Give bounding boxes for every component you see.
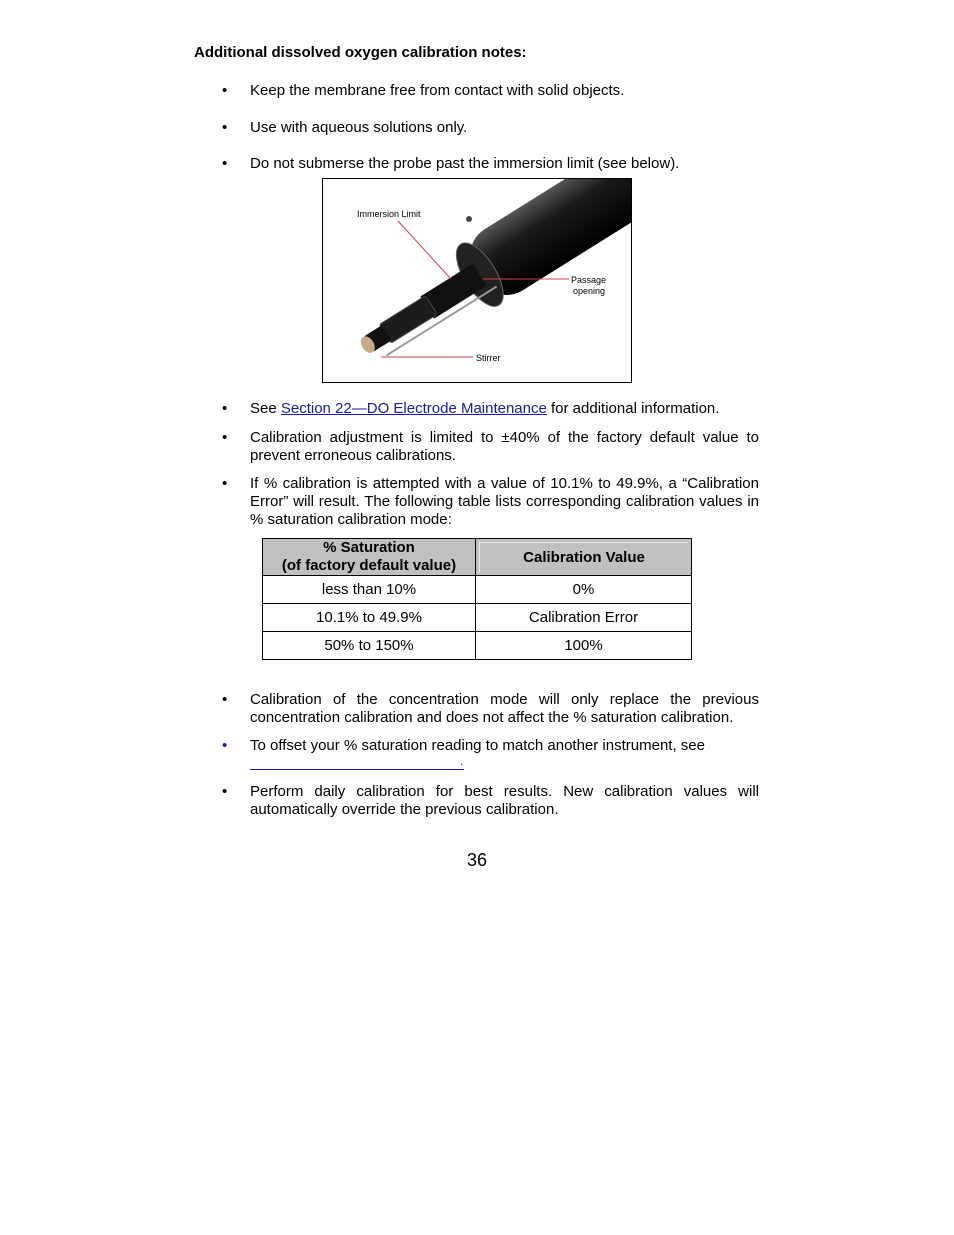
cell-saturation: less than 10% <box>263 576 476 604</box>
note-limit: Calibration adjustment is limited to ±40% of the factory default value to prevent erroneous calibrations. <box>250 429 759 464</box>
label-opening: opening <box>573 286 606 296</box>
see-prefix: See <box>250 400 281 417</box>
bullet-marker: • <box>222 737 228 754</box>
note-see-section <box>250 400 759 418</box>
see-suffix: for additional information. <box>546 400 720 417</box>
note-error: If % calibration is attempted with a value of 10.1% to 49.9%, a “Calibration Error” will result. The following table lists corresponding calibration values in % saturation calibration mode: <box>250 475 759 528</box>
note-membrane: Keep the membrane free from contact with solid objects. <box>250 82 625 99</box>
label-stirrer: Stirrer <box>476 353 501 363</box>
bullet-marker: • <box>222 783 228 800</box>
table-row <box>263 632 692 660</box>
bullet-marker: • <box>222 82 228 99</box>
bullet-marker: • <box>222 691 228 708</box>
bullet-marker: • <box>222 155 228 172</box>
header-saturation-line1: % Saturation <box>323 539 415 556</box>
cell-value: Calibration Error <box>476 604 692 632</box>
bullet-marker: • <box>222 429 228 446</box>
section-22-link[interactable]: Section 22—DO Electrode Maintenance <box>280 400 547 417</box>
section-heading: Additional dissolved oxygen calibration notes: <box>194 44 527 61</box>
note-offset: To offset your % saturation reading to match another instrument, see <box>250 737 705 754</box>
header-calibration-value <box>476 539 692 576</box>
cell-saturation: 50% to 150% <box>263 632 476 660</box>
cell-saturation: 10.1% to 49.9% <box>263 604 476 632</box>
note-concentration: Calibration of the concentration mode will only replace the previous concentration calibration and does not affect the % saturation calibration. <box>250 691 759 726</box>
cell-value: 100% <box>476 632 692 660</box>
probe-illustration <box>323 179 631 382</box>
bullet-marker: • <box>222 400 228 417</box>
header-calibration-value-label: Calibration Value <box>479 542 688 573</box>
label-immersion-limit: Immersion Limit <box>357 209 421 219</box>
note-daily: Perform daily calibration for best results. New calibration values will automatically override the previous calibration. <box>250 783 759 818</box>
probe-photo <box>322 178 632 383</box>
header-saturation <box>263 539 476 576</box>
table-row <box>263 604 692 632</box>
bullet-marker: • <box>222 475 228 492</box>
offset-reference-link[interactable] <box>250 765 464 770</box>
note-immersion: Do not submerse the probe past the immersion limit (see below). <box>250 155 680 172</box>
callout-immersion-line <box>398 221 451 279</box>
table-row <box>263 576 692 604</box>
calibration-table <box>262 538 692 660</box>
table-header-row <box>263 539 692 576</box>
cell-value: 0% <box>476 576 692 604</box>
offset-link-period: . <box>460 754 464 768</box>
bullet-marker: • <box>222 119 228 136</box>
page-number: 36 <box>466 850 488 870</box>
header-saturation-line2: (of factory default value) <box>281 557 457 574</box>
note-aqueous: Use with aqueous solutions only. <box>250 119 468 136</box>
label-passage: Passage <box>571 275 607 285</box>
